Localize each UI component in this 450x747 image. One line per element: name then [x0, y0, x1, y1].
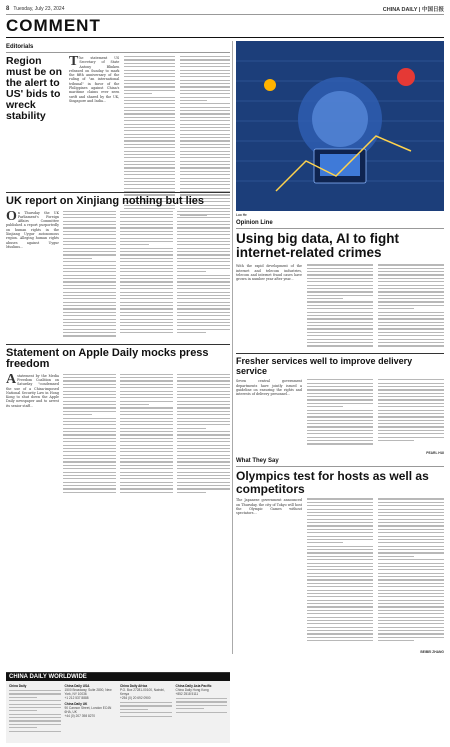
illustration-svg: [236, 41, 444, 211]
services-lead: Seven central government departments have jointly issued a guideline on ensuring the rights and interests of delivery personnel...: [236, 379, 304, 397]
editorial-statement: [6, 348, 230, 500]
opinion-illustration: [236, 41, 444, 211]
paper-name: CHINA DAILY | 中国日报: [382, 7, 444, 13]
footer-office-asia: China Daily Asia Pacific China Daily Hong Kong +852 2518 5111: [176, 684, 228, 734]
page-number: 8: [6, 6, 10, 12]
editorial-xinjiang-headline: UK report on Xinjiang nothing but lies: [6, 195, 204, 207]
editorial-region: [6, 56, 230, 188]
olympics-headline: Olympics test for hosts as well as competitors: [236, 469, 429, 496]
editorial-statement-headline: Statement on Apple Daily mocks press freedom: [6, 346, 209, 371]
olympics-byline: BEIBEI ZHANG: [420, 650, 444, 655]
footer-office-china-daily: China Daily: [9, 684, 61, 734]
editorial-xinjiang: [6, 196, 230, 341]
newspaper-page: [6, 4, 444, 743]
editorial-region-headline: Region must be on the alert to US' bids to wreck stability: [6, 55, 63, 123]
opinion-author: Luo He: [236, 213, 247, 217]
what-they-say-label: What They Say: [236, 458, 279, 465]
editorials-label: Editorials: [6, 44, 34, 50]
footer-office-usa: China Daily USA 1500 Broadway, Suite 2800, New York, NY 10036 +1 212 537 8888 China Daily UK 90 Cannon Street, London EC4N 6HA, UK +44 (0) 207 398 8270: [64, 684, 112, 718]
editorials-column: [6, 41, 230, 654]
services-headline: Fresher services well to improve delivery service: [236, 356, 413, 376]
services-byline: PEARL HUI: [426, 451, 444, 456]
footer-banner: CHINA DAILY WORLDWIDE: [6, 673, 230, 681]
section-masthead: COMMENT: [6, 15, 444, 38]
opinion-column: [236, 41, 444, 654]
footer-office-africa: China Daily Africa P.O. Box 27281-00100, Nairobi, Kenya +254 (0) 20 692 0900: [120, 684, 172, 734]
issue-date: Tuesday, July 23, 2024: [13, 6, 65, 12]
top-bar: [6, 4, 444, 15]
olympics-lead: The Japanese government announced on Thursday, the city of Tokyo will host the Olympic Games without spectators...: [236, 498, 304, 516]
editorial-region-lead: The statement US Secretary of State Antony Blinken released on Sunday to mark the fifth anniversary of the ruling of "an international tribunal" in favor of the Philippines against China's maritime claims ever seen swift and shared by the UK, Singapore and India...: [69, 54, 121, 103]
editorial-xinjiang-lead: On Thursday the UK Parliament's Foreign Affairs Committee published a report purportedly on human rights in the Xinjiang Uygur autonomous region. Alleging human rights abuses against Uygur Muslims...: [6, 208, 61, 249]
opinion-lead: With the rapid development of the internet and telecom industries, telecom and internet fraud cases have grown in number year after year...: [236, 264, 304, 282]
opinion-line-label: Opinion Line: [236, 220, 273, 226]
opinion-headline: Using big data, AI to fight internet-related crimes: [236, 231, 399, 261]
editorial-statement-lead: Astatement by the Media Freedom Coalition on Saturday "condemned the use of a China-imposed National Security Law in Hong Kong to shut down the Apple Daily newspaper and to arrest its senior staff...: [6, 371, 61, 408]
footer-worldwide: [6, 672, 230, 743]
